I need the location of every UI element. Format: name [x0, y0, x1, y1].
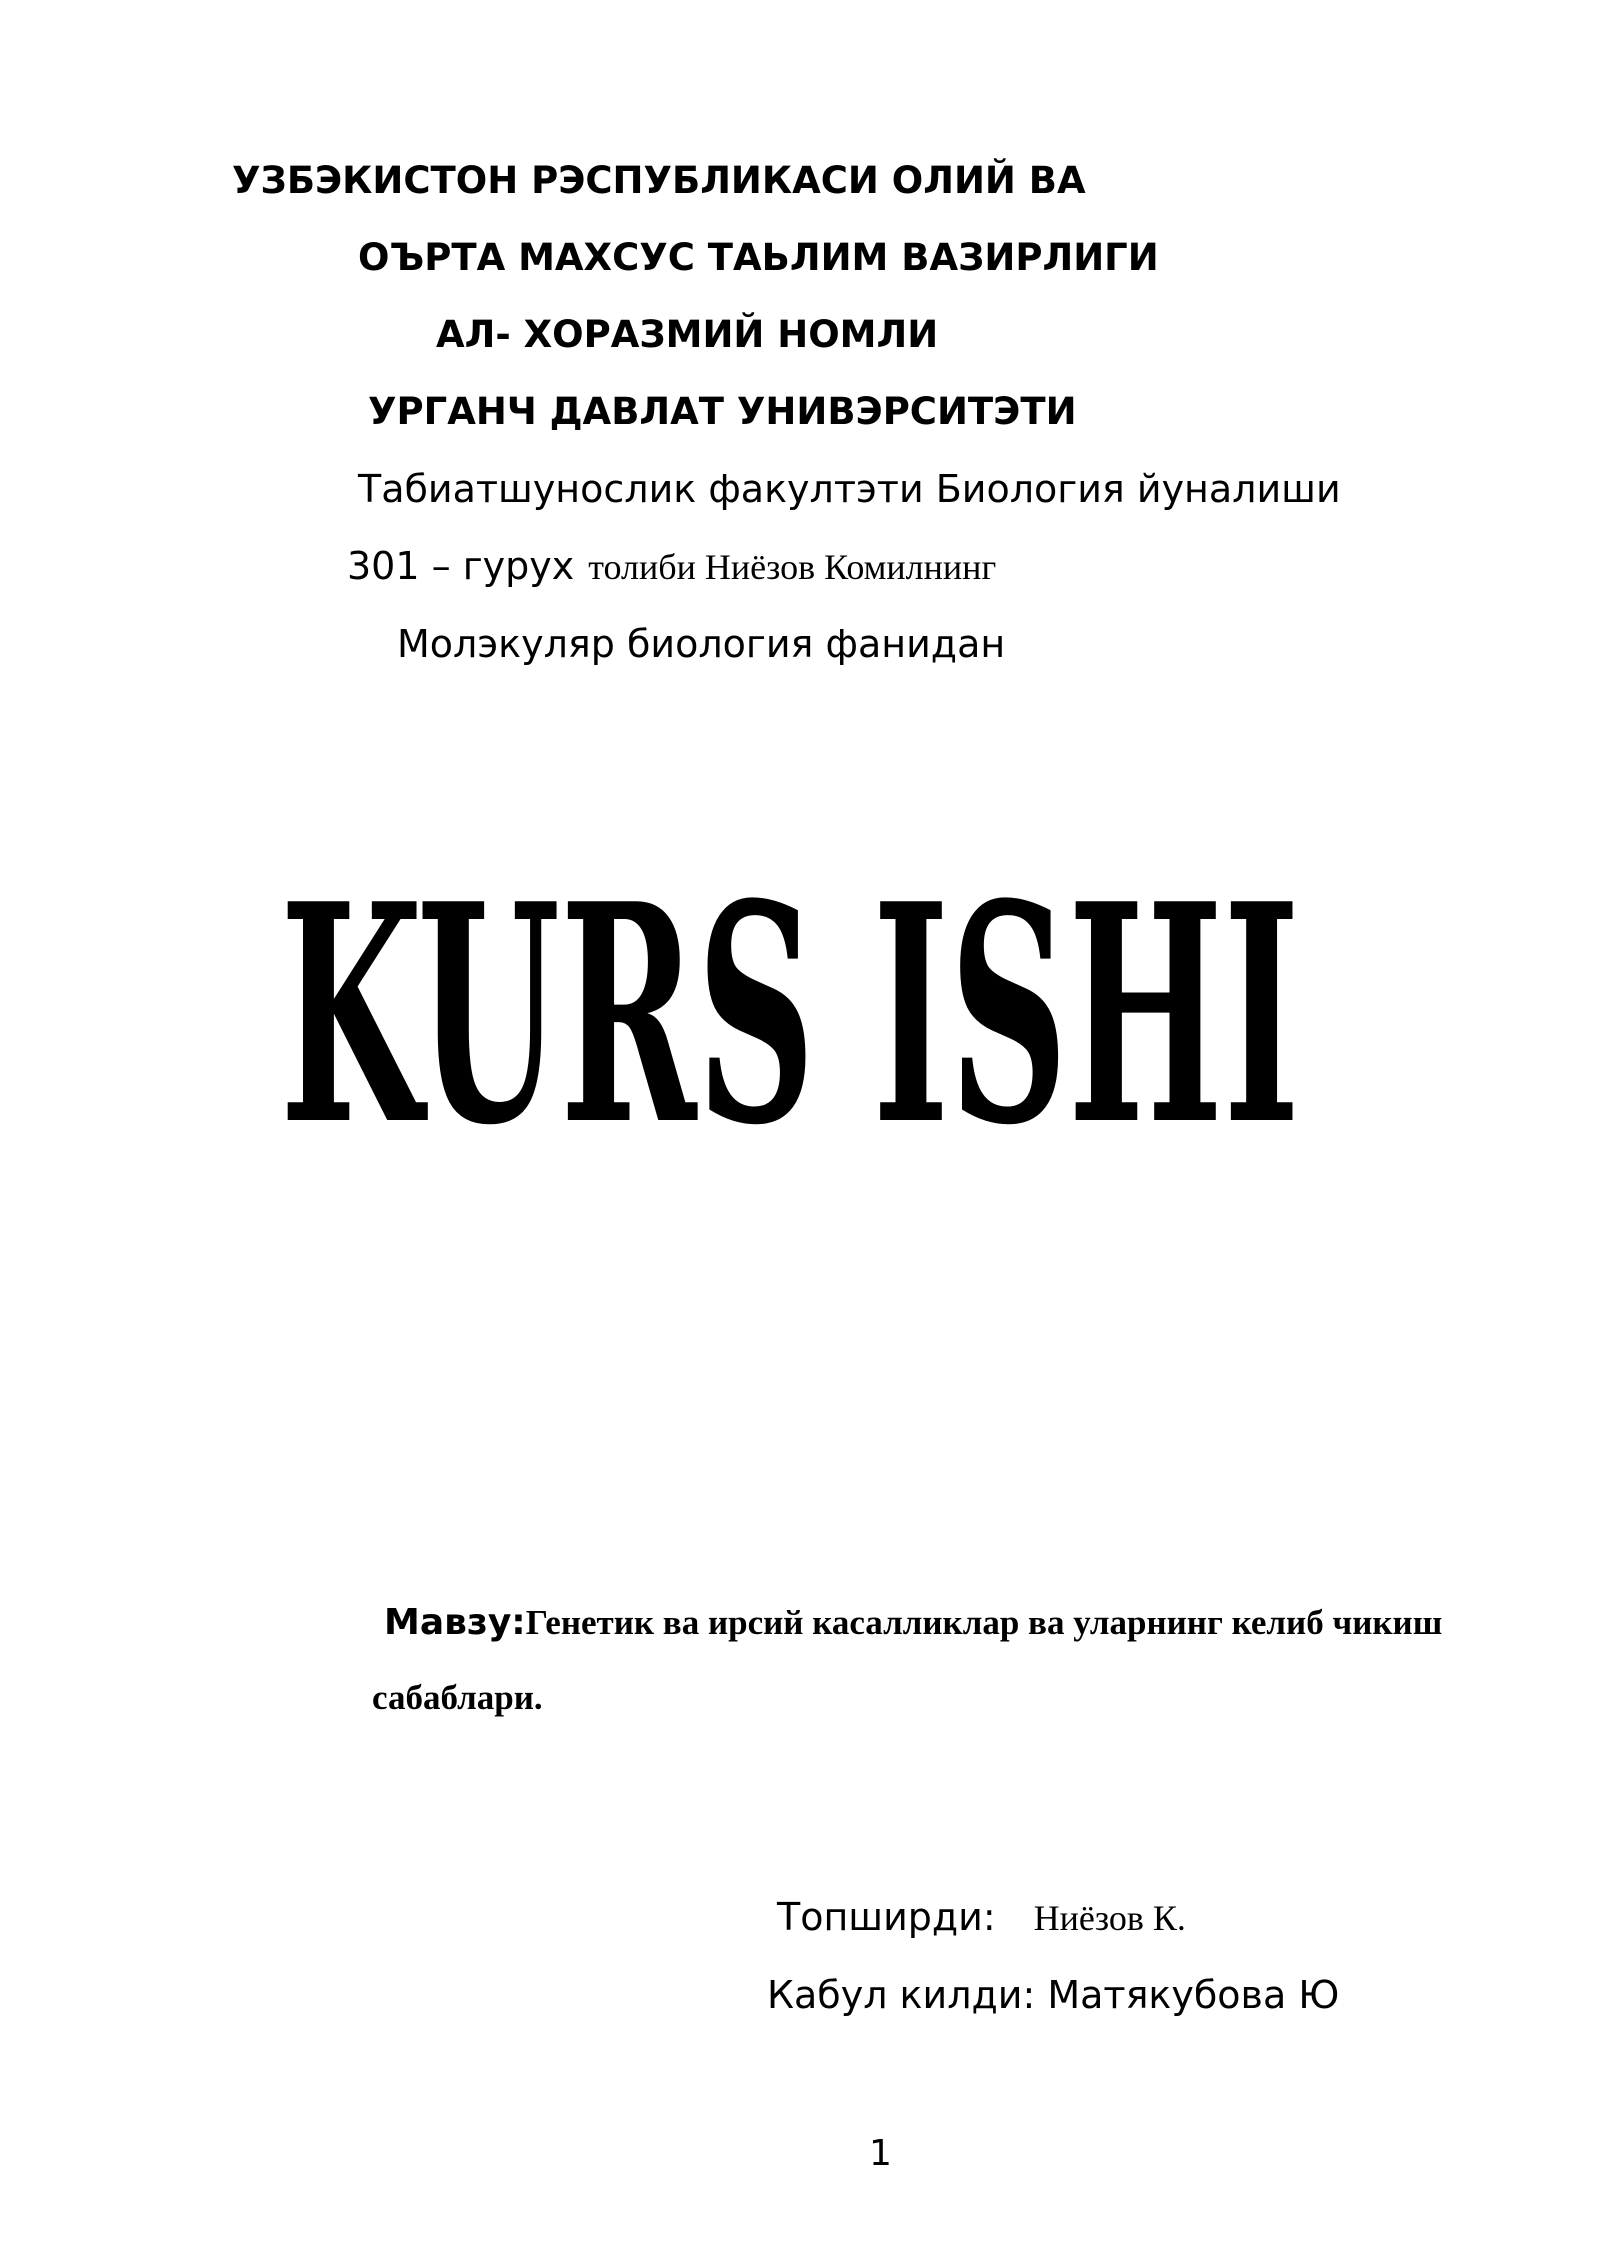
submitted-name: Ниёзов К.: [1033, 1898, 1186, 1938]
ministry-line-1: УЗБЭКИСТОН РЭСПУБЛИКАСИ ОЛИЙ ВА: [232, 159, 1086, 202]
student-line: [347, 544, 997, 588]
faculty-line: Табиатшунослик факултэти Биология йуналиши: [358, 467, 1341, 511]
subject-line: Молэкуляр биология фанидан: [397, 622, 1006, 666]
topic-text: Генетик ва ирсий касалликлар ва уларнинг келиб чикиш: [525, 1603, 1443, 1642]
submitted-label: Топширди:: [777, 1895, 996, 1939]
accepted-name: Матякубова Ю: [1047, 1973, 1340, 2017]
accepted-line: [767, 1973, 1340, 2017]
topic-label: Мавзу:: [384, 1602, 526, 1643]
topic-line-1: [384, 1602, 1443, 1643]
university-name-line-1: АЛ- ХОРАЗМИЙ НОМЛИ: [436, 313, 939, 356]
ministry-line-2: ОЪРТА МАХСУС ТАЬЛИМ ВАЗИРЛИГИ: [358, 236, 1159, 279]
student-name: толиби Ниёзов Комилнинг: [588, 547, 997, 587]
topic-line-2: сабаблари.: [372, 1678, 543, 1717]
wordart-title: KURS ISHI: [280, 838, 1300, 1191]
submitted-line: [777, 1895, 1186, 1939]
university-name-line-2: УРГАНЧ ДАВЛАТ УНИВЭРСИТЭТИ: [368, 390, 1077, 433]
page-number: 1: [869, 2133, 892, 2174]
accepted-label: Кабул килди:: [767, 1973, 1036, 2017]
kurs-ishi-wordart: [265, 835, 1315, 1265]
group-number: 301 – гурух: [347, 544, 575, 588]
